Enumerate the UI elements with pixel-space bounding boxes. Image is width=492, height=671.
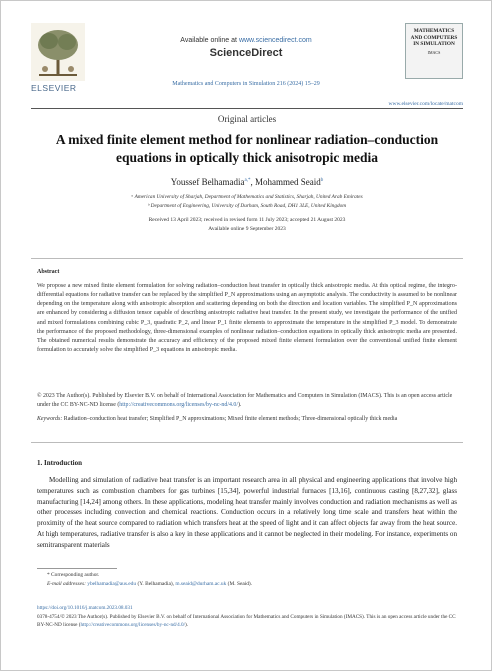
abstract-rule-top — [31, 258, 463, 259]
journal-cover-box — [405, 23, 463, 79]
affiliation-b: ᵇ Department of Engineering, University of Durham, South Road, DH1 3LE, United Kingdom — [147, 203, 347, 209]
license-link[interactable]: http://creativecommons.org/licenses/by-nc-nd/4.0/ — [119, 401, 238, 408]
available-date: Available online 9 September 2023 — [208, 226, 286, 232]
keywords-text: Radiation–conduction heat transfer; Simplified P_N approximations; Mixed finite element methods; Three-dimensional optically thick media — [63, 416, 398, 422]
doi-link — [37, 605, 457, 613]
elsevier-tree-logo — [31, 23, 85, 81]
available-online-line — [111, 37, 381, 44]
abstract-text: We propose a new mixed finite element formulation for solving radiation–conduction heat transfer in optically thick anisotropic media. At this optical regime, the integro-differential equations for radiative transfer can be replaced by the simplified P_N approximations using an asymptotic analysis. The conductivity is assumed to be nonlinear depending on the temperature along with anisotropic absorption and scattering depending on both the direction and location variables. The simplified P_N approximations are enhanced by considering a diffusion tensor capable of describing anisotropic radiative heat transfer. In the present study, we investigate the performance of the unified and mixed formulations combining cubic P_3, quadratic P_2, and linear P_1 finite elements to approximate the temperature in the simplified P_3 model. To demonstrate the performance of the proposed methodology, three-dimensional examples of nonlinear radiation–conduction equations in optically thick anisotropic media are presented. The obtained numerical results demonstrate the accuracy and efficiency of the proposed mixed finite element formulation over the conventional unified finite element formulation to accurately solve the simplified P_3 equations in anisotropic media. — [37, 283, 457, 353]
author-affiliation-marker[interactable]: a,* — [244, 178, 251, 183]
header-rule — [31, 108, 463, 109]
affiliation-a: ᵃ American University of Sharjah, Department of Mathematics and Statistics, Sharjah, United Arab Emirates — [131, 194, 363, 200]
copyright-notice — [37, 392, 457, 409]
abstract-rule-bottom — [31, 442, 463, 443]
article-title: A mixed finite element method for nonlinear radiation–conduction equations in optically thick anisotropic media — [55, 132, 439, 166]
keywords-label: Keywords: — [37, 416, 63, 422]
section-heading-introduction: 1. Introduction — [37, 459, 82, 467]
keywords — [37, 415, 457, 424]
copyright-end: ). — [237, 401, 242, 408]
footer-license — [37, 614, 457, 629]
doi-url[interactable]: https://doi.org/10.1016/j.matcom.2023.08.031 — [37, 605, 133, 611]
email-link[interactable]: ybelhamadia@aus.edu — [87, 581, 137, 587]
journal-reference-link[interactable]: Mathematics and Computers in Simulation 216 (2024) 15–29 — [172, 81, 320, 87]
publisher-name: ELSEVIER — [31, 83, 77, 93]
available-prefix: Available online at — [180, 37, 239, 44]
email-link[interactable]: m.seaid@durham.ac.uk — [175, 581, 227, 587]
author-separator: , — [250, 177, 256, 187]
email-owner: (Y. Belhamadia), — [137, 581, 175, 587]
author-list — [1, 177, 492, 187]
author-affiliation-marker[interactable]: b — [320, 178, 324, 183]
footer-license-link[interactable]: http://creativecommons.org/licenses/by-nc-nd/4.0/ — [80, 621, 186, 628]
corresponding-author-note: * Corresponding author. — [47, 572, 100, 578]
received-dates: Received 13 April 2023; received in revised form 11 July 2023; accepted 21 August 2023 — [148, 217, 346, 223]
journal-cover-sub: IMACS — [427, 49, 441, 55]
introduction-paragraph: Modelling and simulation of radiative heat transfer is an important research area in all physical and engineering applications that involve high temperatures such as combustion chambers for gas turbines [15,34], powerful industrial furnaces [13,16], continuous casting [8,27,32], glass manufacturing [14,24] among others. In these applications, modeling heat transfer mainly involves conduction and radiation mechanisms as well as other processes including convection and chemical reactions. Conduction occurs in a relatively long time scale and transfers heat within the proximity of the heat source compared to radiation which transfers heat at the speed of light and it can affect objects far away from the heat source. At high temperatures, radiative transfer is also a key in these applications and it cannot be neglected in their modeling. For instance, experiments on semitransparent materials — [37, 476, 457, 549]
sciencedirect-link[interactable]: www.sciencedirect.com — [238, 37, 312, 44]
copyright-text: © 2023 The Author(s). Published by Elsevier B.V. on behalf of International Association for Mathematics and Computers in Simulation (IMACS). This is an open access article under the CC BY-NC-ND license ( — [37, 393, 453, 408]
sciencedirect-brand: ScienceDirect — [209, 47, 283, 59]
footer-license-end: ). — [185, 621, 189, 628]
email-owner: (M. Seaid). — [227, 581, 253, 587]
abstract-heading: Abstract — [37, 269, 60, 275]
journal-homepage-link[interactable]: www.elsevier.com/locate/matcom — [388, 101, 463, 107]
email-footnote — [47, 581, 457, 589]
email-label: E-mail addresses: — [47, 581, 86, 587]
sciencedirect-banner — [111, 37, 381, 87]
author-name[interactable]: Mohammed Seaid — [255, 177, 321, 187]
journal-cover-title: MATHEMATICS AND COMPUTERS IN SIMULATION — [410, 28, 458, 48]
journal-header — [31, 23, 463, 107]
article-type: Original articles — [217, 114, 277, 124]
author-name[interactable]: Youssef Belhamadia — [170, 177, 245, 187]
footnote-rule — [37, 568, 117, 569]
footer-license-text: 0378-4754/© 2023 The Author(s). Published by Elsevier B.V. on behalf of International Association for Mathematics and Computers in Simulation (IMACS). This is an open access article under the CC BY-NC-ND license ( — [37, 614, 456, 628]
